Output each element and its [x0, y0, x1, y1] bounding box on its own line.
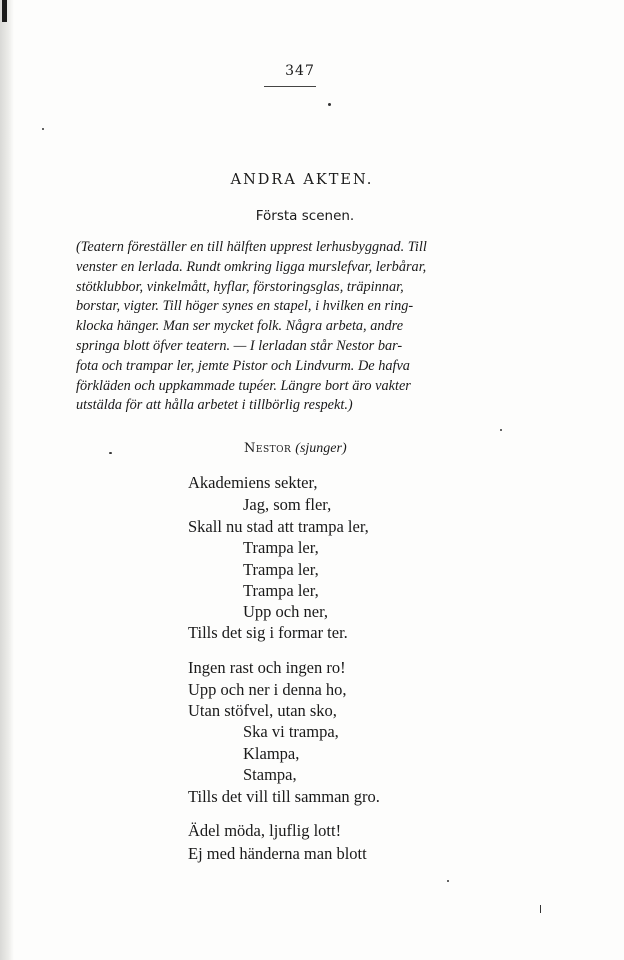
stage-direction-line: klocka hänger. Man ser mycket folk. Några arbeta, andre: [76, 318, 404, 335]
binding-mark: [2, 0, 7, 22]
stage-direction-line: utstälda för att hålla arbetet i tillbörlig respekt.): [76, 397, 353, 414]
page-edge-shadow: [0, 0, 14, 960]
stage-direction-line: springa blott öfver teatern. — I lerladan står Nestor bar-: [76, 337, 403, 354]
stage-direction-line: (Teatern föreställer en till hälften upprest lerhusbyggnad. Till: [76, 239, 427, 255]
verse-line: Klampa,: [243, 744, 300, 763]
verse-line: Upp och ner,: [243, 602, 329, 621]
paper-speck: [42, 128, 44, 130]
speaker-heading: [244, 441, 347, 457]
verse-line: Ej med händerna man blott: [188, 844, 367, 863]
verse-line: Tills det vill till samman gro.: [188, 787, 380, 806]
stage-direction-line: borstar, vigter. Till höger synes en stapel, i hvilken en ring-: [76, 298, 414, 315]
stage-direction-line: förkläden och uppkammade tupéer. Längre bort äro vakter: [76, 377, 411, 394]
stage-direction-line: venster en lerlada. Rundt omkring ligga murslefvar, lerbårar,: [76, 258, 427, 275]
verse-line: Jag, som fler,: [243, 495, 332, 514]
verse-line: Akademiens sekter,: [188, 473, 318, 492]
speaker-direction: (sjunger): [295, 441, 347, 456]
page-number: 347: [285, 63, 315, 79]
paper-speck: [447, 880, 449, 882]
paper-speck: [540, 905, 541, 913]
stage-direction-line: stötklubbor, vinkelmått, hyflar, förstoringsglas, träpinnar,: [76, 278, 404, 295]
verse-line: Trampa ler,: [243, 538, 319, 557]
paper-speck: [109, 452, 112, 454]
page-number-rule: [264, 86, 316, 87]
verse-line: Ädel möda, ljuflig lott!: [188, 821, 342, 840]
paper-speck: [328, 103, 331, 106]
verse-line: Ska vi trampa,: [243, 722, 339, 741]
verse-line: Skall nu stad att trampa ler,: [188, 517, 369, 536]
verse-line: Ingen rast och ingen ro!: [188, 658, 346, 677]
speaker-name: Nestor: [244, 441, 292, 456]
stage-direction-line: fota och trampar ler, jemte Pistor och Lindvurm. De hafva: [76, 357, 410, 374]
verse-line: Tills det sig i formar ter.: [188, 623, 348, 642]
stage-direction: [76, 238, 532, 416]
scene-title: Första scenen.: [255, 208, 355, 224]
paper-speck: [500, 429, 502, 431]
verse-line: Upp och ner i denna ho,: [188, 680, 347, 699]
verse-line: Trampa ler,: [243, 581, 319, 600]
verse-line: Utan stöfvel, utan sko,: [188, 701, 337, 720]
verse-line: Stampa,: [243, 765, 297, 784]
act-title: ANDRA AKTEN.: [230, 172, 374, 188]
verse-line: Trampa ler,: [243, 560, 319, 579]
